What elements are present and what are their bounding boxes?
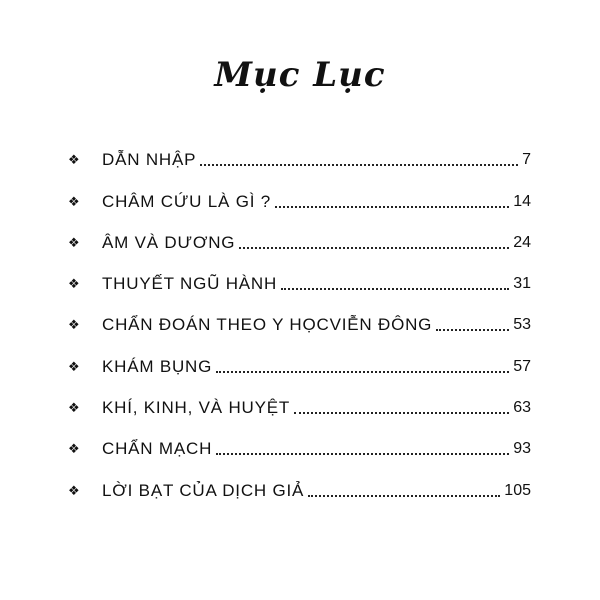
toc-entry-page: 53	[513, 316, 531, 334]
diamond-bullet-icon: ❖	[68, 152, 80, 168]
diamond-bullet-icon: ❖	[68, 276, 80, 292]
toc-entry	[68, 171, 531, 212]
toc-entry-page: 31	[513, 275, 531, 293]
diamond-bullet-icon: ❖	[68, 482, 80, 498]
toc-entry	[68, 336, 531, 377]
toc-entry-page: 7	[522, 151, 531, 169]
dot-leader	[281, 287, 509, 290]
toc-entry	[68, 295, 531, 336]
diamond-bullet-icon: ❖	[68, 400, 80, 416]
toc-entry-page: 63	[513, 399, 531, 417]
dot-leader	[294, 411, 509, 414]
toc-entry	[68, 213, 531, 254]
dot-leader	[308, 494, 500, 497]
toc-entry-label: ÂM VÀ DƯƠNG	[102, 232, 236, 252]
toc-entry	[68, 254, 531, 295]
toc-entry-page: 24	[513, 233, 531, 251]
toc-entry	[68, 419, 531, 460]
toc-entry-label: LỜI BẠT CỦA DỊCH GIẢ	[102, 480, 305, 500]
diamond-bullet-icon: ❖	[68, 317, 80, 333]
dot-leader	[275, 205, 509, 208]
dot-leader	[216, 452, 509, 455]
toc-entry-label: KHÍ, KINH, VÀ HUYỆT	[102, 398, 291, 418]
page-title: Mục Lục	[214, 55, 386, 95]
toc-entry-page: 93	[513, 440, 531, 458]
diamond-bullet-icon: ❖	[68, 193, 80, 209]
toc-entry-label: THUYẾT NGŨ HÀNH	[102, 274, 278, 294]
diamond-bullet-icon: ❖	[68, 441, 80, 457]
table-of-contents	[68, 130, 531, 502]
toc-entry-label: DẪN NHẬP	[102, 150, 197, 170]
dot-leader	[200, 163, 518, 166]
diamond-bullet-icon: ❖	[68, 358, 80, 374]
toc-entry-page: 57	[513, 357, 531, 375]
toc-entry	[68, 130, 531, 171]
dot-leader	[239, 246, 509, 249]
dot-leader	[436, 328, 509, 331]
toc-entry-label: KHÁM BỤNG	[102, 356, 213, 376]
toc-entry-label: CHẨN ĐOÁN THEO Y HỌCVIỄN ĐÔNG	[102, 315, 433, 335]
toc-entry	[68, 460, 531, 501]
toc-entry-label: CHẨN MẠCH	[102, 439, 213, 459]
toc-entry-page: 105	[504, 481, 531, 499]
toc-entry-page: 14	[513, 192, 531, 210]
dot-leader	[216, 370, 509, 373]
diamond-bullet-icon: ❖	[68, 234, 80, 250]
toc-entry-label: CHÂM CỨU LÀ GÌ ?	[102, 191, 272, 211]
toc-entry	[68, 378, 531, 419]
